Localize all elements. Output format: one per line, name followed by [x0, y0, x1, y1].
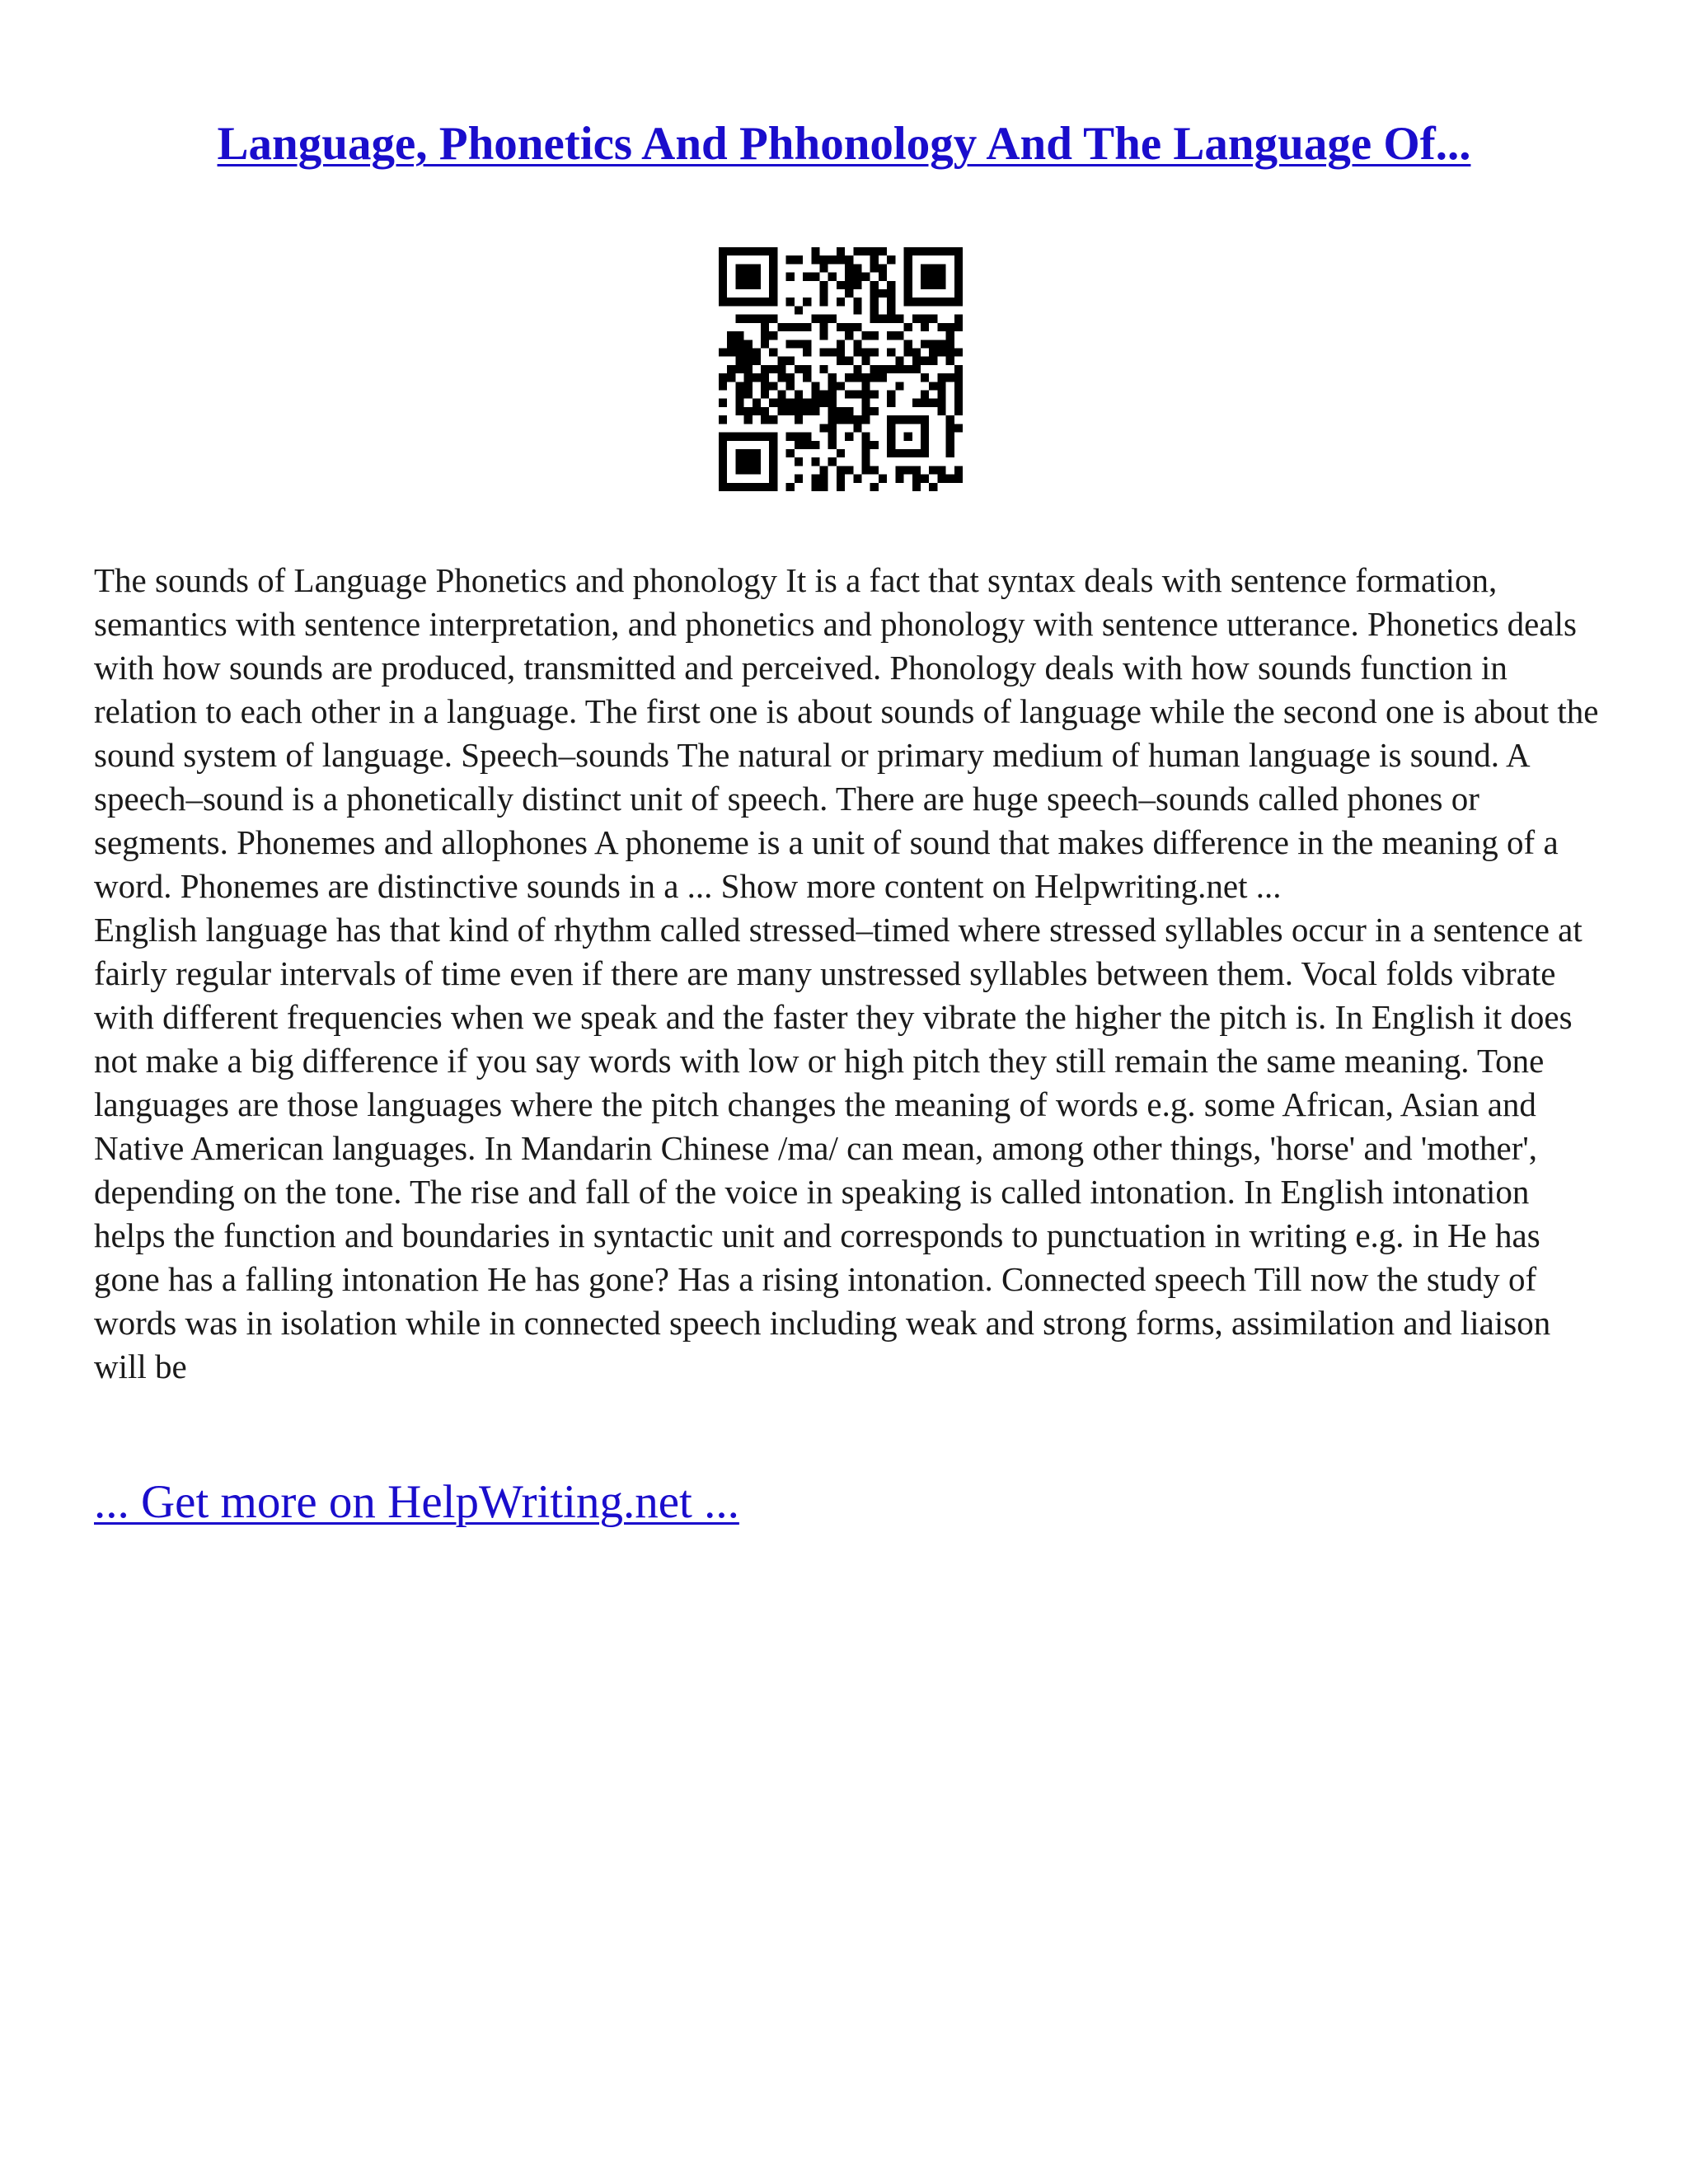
document-title-link[interactable]: Language, Phonetics And Phhonology And The Language Of...: [217, 118, 1471, 170]
qr-code-icon: [719, 247, 963, 491]
get-more-link[interactable]: ... Get more on HelpWriting.net ...: [94, 1476, 739, 1528]
body-paragraph-2: English language has that kind of rhythm called stressed–timed where stressed syllables occur in a sentence at fairly regular intervals of time even if there are many unstressed syllables between them. Vocal folds vibrate with different frequencies when we speak and the faster they vibrate the higher the pitch is. In English it does not make a big difference if you say words with low or high pitch they still remain the same meaning. Tone languages are those languages where the pitch changes the meaning of words e.g. some African, Asian and Native American languages. In Mandarin Chinese /ma/ can mean, among other things, 'horse' and 'mother', depending on the tone. The rise and fall of the voice in speaking is called intonation. In English intonation helps the function and boundaries in syntactic unit and corresponds to punctuation in writing e.g. in He has gone has a falling intonation He has gone? Has a rising intonation. Connected speech Till now the study of words was in isolation while in connected speech including weak and strong forms, assimilation and liaison will be: [94, 911, 1582, 1385]
document-body: [94, 559, 1602, 1389]
body-paragraph-1: The sounds of Language Phonetics and phonology It is a fact that syntax deals with sentence formation, semantics with sentence interpretation, and phonetics and phonology with sentence utterance. Phonetics deals with how sounds are produced, transmitted and perceived. Phonology deals with how sounds function in relation to each other in a language. The first one is about sounds of language while the second one is about the sound system of language. Speech–sounds The natural or primary medium of human language is sound. A speech–sound is a phonetically distinct unit of speech. There are huge speech–sounds called phones or segments. Phonemes and allophones A phoneme is a unit of sound that makes difference in the meaning of a word. Phonemes are distinctive sounds in a ... Show more content on Helpwriting.net ...: [94, 561, 1599, 905]
